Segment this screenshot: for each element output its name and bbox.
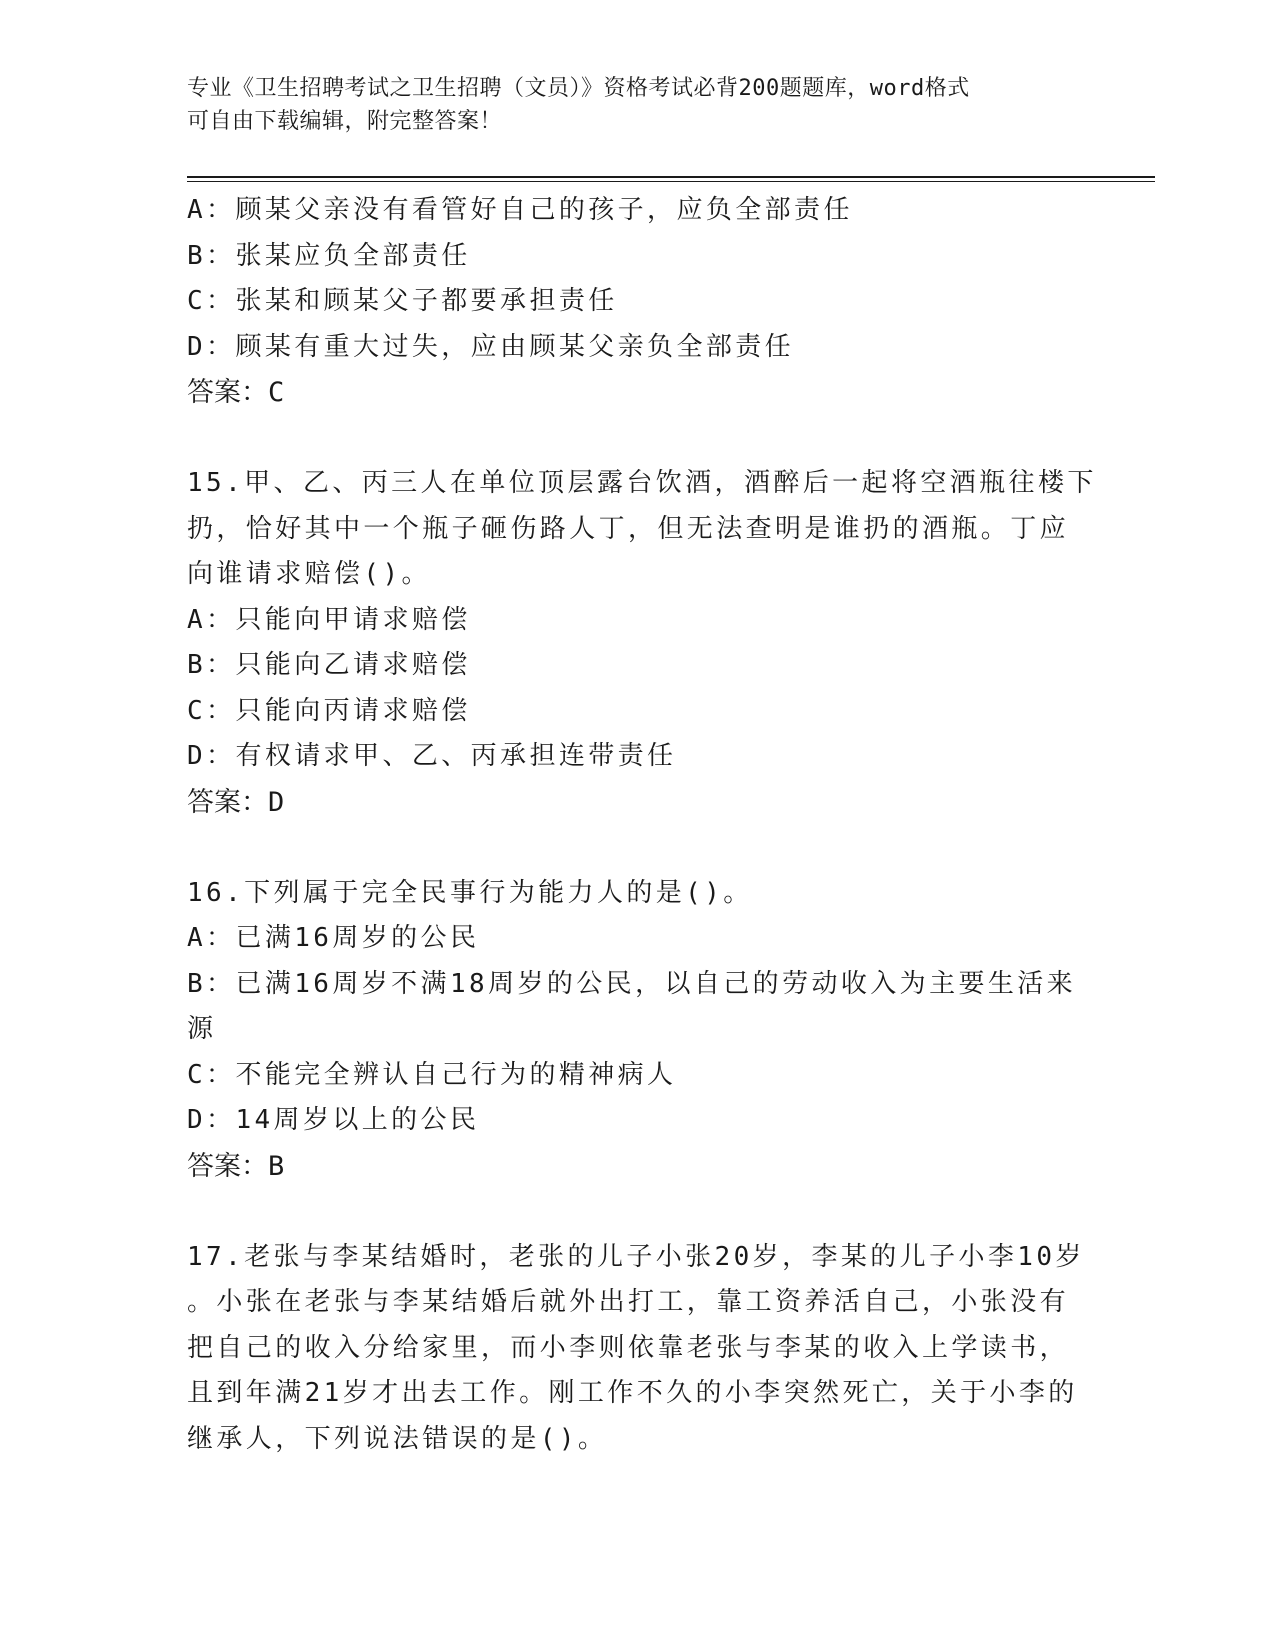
question-stem-line: 16.下列属于完全民事行为能力人的是()。	[187, 877, 753, 908]
answer-value: B	[268, 1150, 285, 1182]
option-a: A：已满16周岁的公民	[187, 923, 480, 953]
header-line-2: 可自由下载编辑，附完整答案！	[187, 109, 503, 134]
option-a: A：顾某父亲没有看管好自己的孩子，应负全部责任	[187, 195, 853, 225]
document-header	[187, 72, 1077, 138]
spacer	[187, 1189, 1067, 1235]
question-15	[187, 461, 1097, 825]
question-content	[187, 188, 1097, 1462]
question-stem-line: 向谁请求赔偿()。	[187, 559, 431, 589]
question-stem-line: 15.甲、乙、丙三人在单位顶层露台饮酒，酒醉后一起将空酒瓶往楼下	[187, 468, 1097, 498]
header-line-1: 专业《卫生招聘考试之卫生招聘（文员）》资格考试必背200题题库，word格式	[187, 76, 970, 101]
answer-line	[187, 370, 1067, 416]
option-b: B：只能向乙请求赔偿	[187, 650, 471, 680]
option-a: A：只能向甲请求赔偿	[187, 604, 471, 635]
header-rule-thin	[187, 181, 1155, 182]
option-b: B：张某应负全部责任	[187, 240, 471, 271]
spacer	[187, 416, 1067, 462]
answer-label: 答案：	[187, 377, 268, 408]
option-d: D：有权请求甲、乙、丙承担连带责任	[187, 741, 677, 771]
question-17	[187, 1235, 1085, 1463]
question-14	[187, 188, 1067, 416]
answer-line	[187, 1144, 1067, 1190]
option-d: D：14周岁以上的公民	[187, 1105, 480, 1135]
option-b-continued: 源	[187, 1014, 217, 1044]
option-c: C：不能完全辨认自己行为的精神病人	[187, 1059, 677, 1090]
question-stem-line: 。小张在老张与李某结婚后就外出打工，靠工资养活自己，小张没有	[187, 1287, 1070, 1317]
spacer	[187, 825, 1067, 871]
answer-value: C	[268, 377, 285, 408]
answer-label: 答案：	[187, 786, 268, 818]
question-16	[187, 871, 1077, 1190]
option-d: D：顾某有重大过失，应由顾某父亲负全部责任	[187, 331, 795, 362]
question-stem-line: 17.老张与李某结婚时，老张的儿子小张20岁，李某的儿子小李10岁	[187, 1241, 1085, 1272]
answer-line	[187, 780, 1067, 826]
header-rule-thick	[187, 176, 1155, 178]
question-stem-line: 扔，恰好其中一个瓶子砸伤路人丁，但无法查明是谁扔的酒瓶。丁应	[187, 513, 1070, 544]
option-c: C：张某和顾某父子都要承担责任	[187, 286, 618, 316]
question-stem-line: 且到年满21岁才出去工作。刚工作不久的小李突然死亡，关于小李的	[187, 1378, 1078, 1408]
question-stem-line: 把自己的收入分给家里，而小李则依靠老张与李某的收入上学读书，	[187, 1332, 1070, 1363]
option-c: C：只能向丙请求赔偿	[187, 695, 471, 726]
answer-label: 答案：	[187, 1150, 268, 1182]
option-b: B：已满16周岁不满18周岁的公民，以自己的劳动收入为主要生活来	[187, 968, 1077, 999]
answer-value: D	[268, 786, 285, 818]
question-stem-line: 继承人，下列说法错误的是()。	[187, 1423, 608, 1454]
